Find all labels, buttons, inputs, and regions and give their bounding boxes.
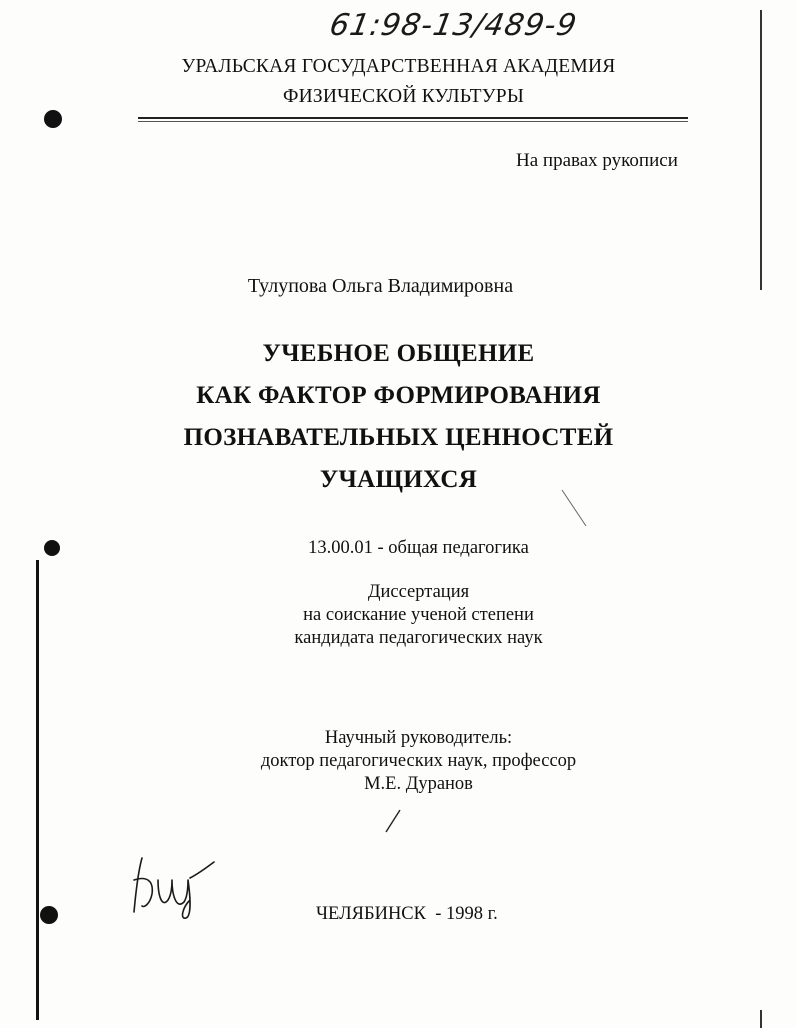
institution-line-1: УРАЛЬСКАЯ ГОСУДАРСТВЕННАЯ АКАДЕМИЯ: [181, 56, 616, 77]
title-line-4: УЧАЩИХСЯ: [319, 466, 478, 493]
scan-edge-right: [760, 10, 762, 290]
city-year: ЧЕЛЯБИНСК - 1998 г.: [316, 904, 498, 924]
title-line-2: КАК ФАКТОР ФОРМИРОВАНИЯ: [196, 382, 601, 409]
dissertation-label: Диссертация: [367, 582, 470, 602]
supervisor-degree: доктор педагогических наук, профессор: [260, 751, 577, 771]
pen-stroke-icon: [382, 808, 402, 834]
punch-hole-mark-icon: [44, 110, 62, 128]
title-line-3: ПОЗНАВАТЕЛЬНЫХ ЦЕННОСТЕЙ: [183, 424, 614, 451]
header-divider-thin: [138, 121, 688, 122]
scan-edge-left: [36, 560, 39, 1020]
dissertation-degree: на соискание ученой степени: [303, 605, 534, 625]
header-divider: [138, 117, 688, 119]
manuscript-rights: На правах рукописи: [516, 150, 678, 171]
scan-edge-right-bottom: [760, 1010, 762, 1028]
punch-hole-mark-icon: [40, 906, 58, 924]
dissertation-field: кандидата педагогических наук: [294, 628, 543, 648]
punch-hole-mark-icon: [44, 540, 60, 556]
supervisor-name: М.Е. Дуранов: [364, 774, 473, 794]
pen-stroke-icon: [560, 488, 590, 528]
institution-line-2: ФИЗИЧЕСКОЙ КУЛЬТУРЫ: [283, 86, 525, 107]
archive-number: 61:98-13/489-9: [326, 8, 580, 43]
title-line-1: УЧЕБНОЕ ОБЩЕНИЕ: [262, 340, 535, 367]
specialty: 13.00.01 - общая педагогика: [308, 538, 529, 558]
author-name: Тулупова Ольга Владимировна: [247, 275, 514, 297]
supervisor-label: Научный руководитель:: [324, 728, 513, 748]
signature-icon: [128, 850, 218, 920]
